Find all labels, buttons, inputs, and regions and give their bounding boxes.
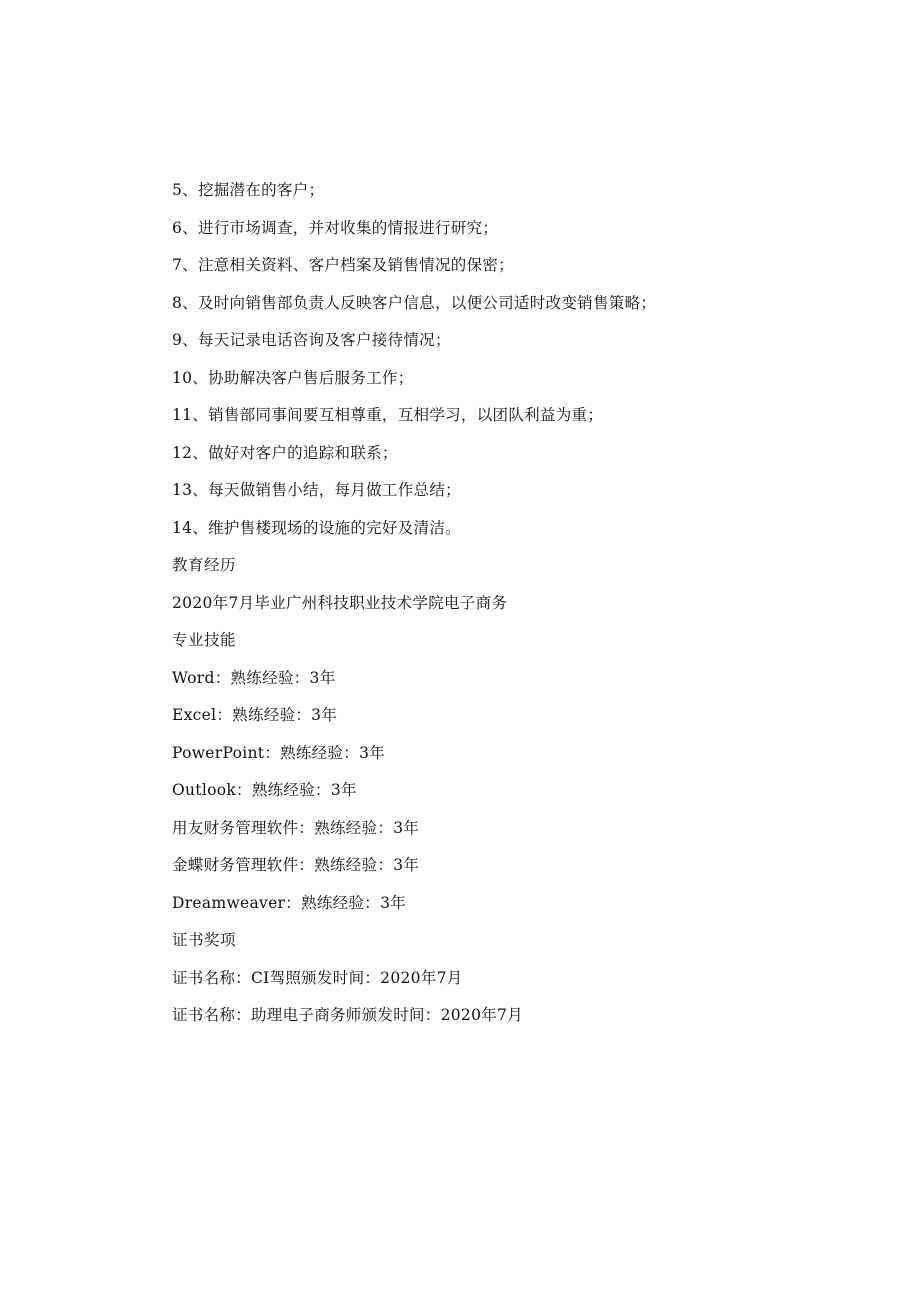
duty-item: 8、及时向销售部负责人反映客户信息，以便公司适时改变销售策略； <box>172 293 657 312</box>
duty-item: 6、进行市场调查，并对收集的情报进行研究； <box>172 218 499 237</box>
skills-heading: 专业技能 <box>172 631 237 649</box>
skill-item: PowerPoint：熟练经验：3年 <box>172 743 386 762</box>
skill-item: Excel：熟练经验：3年 <box>172 706 338 724</box>
skills-section <box>172 622 772 922</box>
duty-item: 9、每天记录电话咨询及客户接待情况； <box>172 331 451 349</box>
duty-item: 11、销售部同事间要互相尊重，互相学习，以团队利益为重； <box>172 406 604 424</box>
duty-item: 7、注意相关资料、客户档案及销售情况的保密； <box>172 256 514 274</box>
skill-item: Word：熟练经验：3年 <box>172 668 336 687</box>
education-heading: 教育经历 <box>172 556 237 574</box>
certificates-section <box>172 922 772 1035</box>
duty-item: 12、做好对客户的追踪和联系； <box>172 443 398 462</box>
certificate-item: 证书名称：助理电子商务师颁发时间：2020年7月 <box>172 1006 524 1024</box>
education-section <box>172 547 772 622</box>
skill-item: 金蝶财务管理软件：熟练经验：3年 <box>172 856 420 874</box>
skill-item: 用友财务管理软件：熟练经验：3年 <box>172 818 420 837</box>
skill-item: Outlook：熟练经验：3年 <box>172 781 357 799</box>
duties-list <box>172 172 772 547</box>
certificates-heading: 证书奖项 <box>172 931 237 949</box>
certificate-item: 证书名称：CI驾照颁发时间：2020年7月 <box>172 968 463 987</box>
skill-item: Dreamweaver：熟练经验：3年 <box>172 893 407 912</box>
education-entry: 2020年7月毕业广州科技职业技术学院电子商务 <box>172 593 508 612</box>
duty-item: 14、维护售楼现场的设施的完好及清洁。 <box>172 518 461 537</box>
duty-item: 10、协助解决客户售后服务工作； <box>172 368 414 387</box>
duty-item: 5、挖掘潜在的客户； <box>172 181 325 199</box>
resume-document <box>172 172 772 1035</box>
duty-item: 13、每天做销售小结，每月做工作总结； <box>172 481 461 499</box>
